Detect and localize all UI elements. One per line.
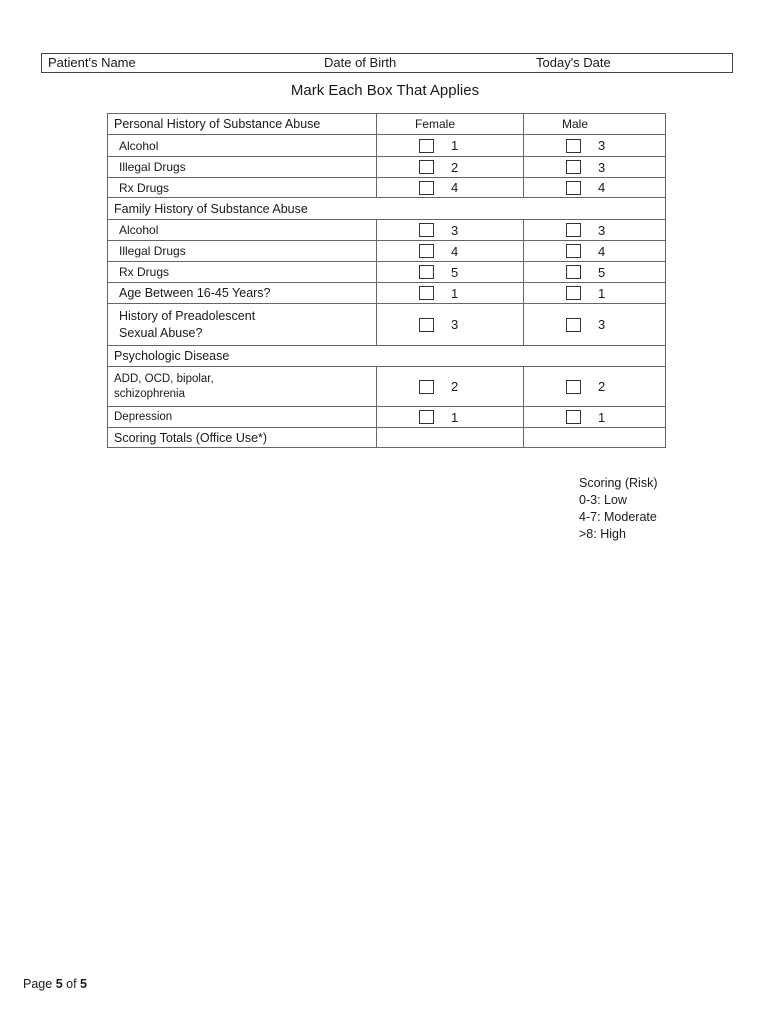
female-column-header: Female [377,114,524,135]
row-label: Alcohol [108,135,377,157]
male-total-field[interactable] [524,428,666,448]
female-points: 2 [451,159,459,175]
male-points: 4 [598,243,606,259]
male-checkbox[interactable] [566,265,581,279]
scoring-legend [579,475,658,543]
row-label: Depression [108,407,377,428]
row-label-continued: Sexual Abuse? [119,325,203,340]
row-label: Illegal Drugs [108,241,377,262]
male-checkbox[interactable] [566,139,581,153]
male-checkbox[interactable] [566,380,581,394]
female-checkbox[interactable] [419,181,434,195]
scoring-low: 0-3: Low [579,493,627,507]
male-points: 5 [598,264,606,280]
patient-name-label: Patient's Name [48,55,136,70]
male-points: 3 [598,222,606,238]
risk-table [107,113,666,448]
row-label: Illegal Drugs [108,157,377,178]
male-checkbox[interactable] [566,181,581,195]
scoring-title: Scoring (Risk) [579,476,658,490]
female-checkbox[interactable] [419,160,434,174]
male-points: 2 [598,379,606,394]
female-checkbox[interactable] [419,223,434,237]
male-checkbox[interactable] [566,318,581,332]
male-checkbox[interactable] [566,223,581,237]
page-title: Mark Each Box That Applies [290,82,480,99]
page-total: 5 [80,977,87,991]
patient-header-box [41,53,733,73]
page-of: of [66,977,77,991]
date-of-birth-label: Date of Birth [324,55,397,70]
scoring-totals-label: Scoring Totals (Office Use*) [108,428,377,448]
female-points: 3 [451,222,459,238]
female-points: 3 [451,317,459,332]
female-points: 1 [451,138,459,153]
scoring-moderate: 4-7: Moderate [579,510,657,524]
male-points: 3 [598,159,606,175]
male-points: 4 [598,180,606,195]
female-points: 2 [451,379,459,394]
row-label: ADD, OCD, bipolar, [114,372,214,385]
male-points: 1 [598,285,606,301]
female-points: 4 [451,180,459,195]
female-total-field[interactable] [377,428,524,448]
psychologic-disease-heading: Psychologic Disease [108,346,666,367]
row-label: Age Between 16-45 Years? [108,283,377,304]
scoring-high: >8: High [579,527,626,541]
female-checkbox[interactable] [419,410,434,424]
male-points: 3 [598,138,606,153]
male-checkbox[interactable] [566,286,581,300]
male-points: 1 [598,409,606,425]
female-points: 4 [451,243,459,259]
female-checkbox[interactable] [419,380,434,394]
page-number [23,977,87,991]
male-checkbox[interactable] [566,410,581,424]
female-checkbox[interactable] [419,318,434,332]
row-label: History of Preadolescent [119,308,256,323]
female-points: 5 [451,264,459,280]
female-points: 1 [451,409,459,425]
male-column-header: Male [524,114,666,135]
row-label-continued: schizophrenia [114,387,185,400]
female-checkbox[interactable] [419,265,434,279]
family-history-heading: Family History of Substance Abuse [108,198,666,220]
row-label: Rx Drugs [108,178,377,198]
female-checkbox[interactable] [419,139,434,153]
female-checkbox[interactable] [419,286,434,300]
personal-history-heading: Personal History of Substance Abuse [108,114,377,135]
male-checkbox[interactable] [566,244,581,258]
page-prefix: Page [23,977,53,991]
male-checkbox[interactable] [566,160,581,174]
female-checkbox[interactable] [419,244,434,258]
page-current: 5 [55,977,63,991]
male-points: 3 [598,317,606,332]
row-label: Rx Drugs [108,262,377,283]
row-label: Alcohol [108,220,377,241]
todays-date-label: Today's Date [536,55,611,70]
female-points: 1 [451,285,459,301]
